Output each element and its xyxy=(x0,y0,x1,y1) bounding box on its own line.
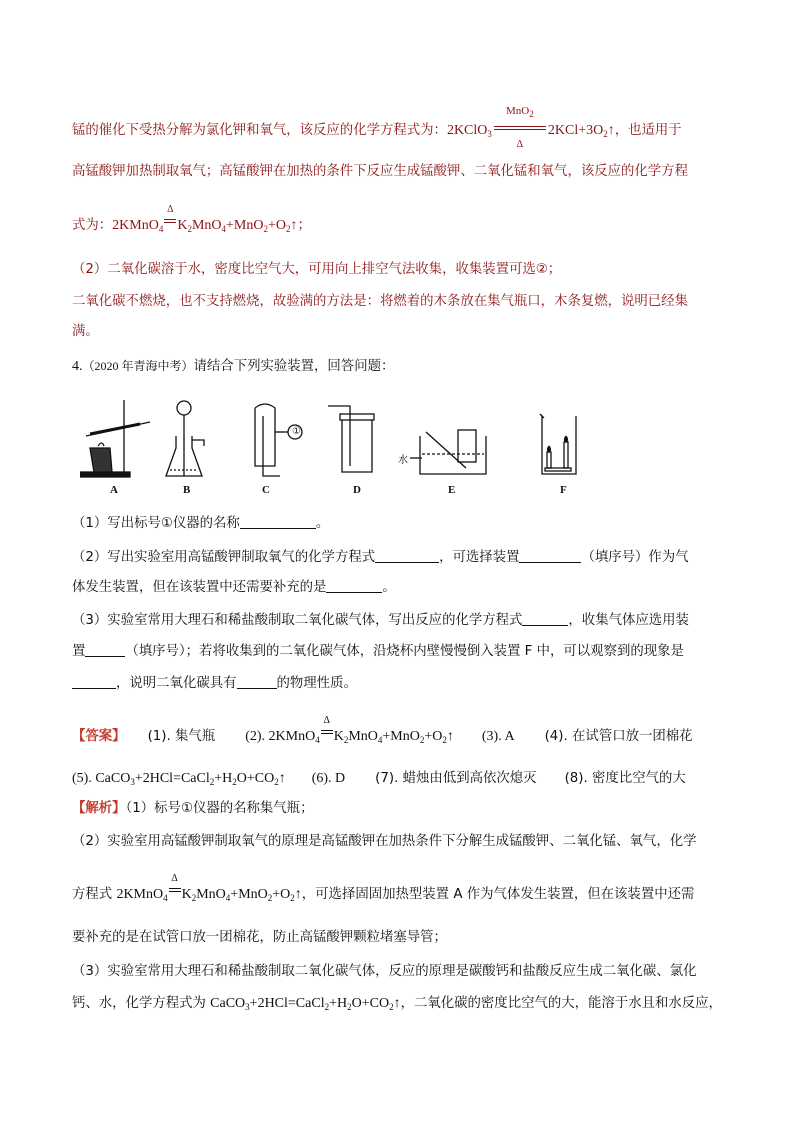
blank[interactable] xyxy=(519,548,581,563)
blank[interactable] xyxy=(326,578,382,593)
circle-1-label: ① xyxy=(292,426,301,437)
p2-line2: 二氧化碳不燃烧，也不支持燃烧，故验满的方法是：将燃着的木条放在集气瓶口，木条复燃，说明已经集 xyxy=(72,294,688,309)
answer-2: (2). 2KMnO$_4$ Δ $K_2MnO_4+MnO_2+O_2↑$ xyxy=(245,715,454,745)
analysis-line3: 方程式 2KMnO$_4$ Δ $K_2MnO_4+MnO_2+O_2↑$，可选择固固加热型装置 A 作为气体发生装置，但在该装置中还需 xyxy=(72,873,695,903)
p1-line3: 式为：2KMnO$_4$ Δ $K_2MnO_4+MnO_2+O_2↑$； xyxy=(72,204,311,234)
analysis-line4: 要补充的是在试管口放一团棉花，防止高锰酸钾颗粒堵塞导管； xyxy=(72,930,447,945)
fig-label-c: C xyxy=(262,484,270,496)
blank[interactable] xyxy=(240,514,316,529)
p1-line1 xyxy=(72,105,682,150)
analysis-line1: 【解析】（1）标号①仪器的名称集气瓶； xyxy=(72,801,314,816)
sub-question-3-line1: （3）实验室常用大理石和稀盐酸制取二氧化碳气体，写出反应的化学方程式 ，收集气体应选用装 xyxy=(72,613,689,628)
apparatus-b xyxy=(166,401,204,476)
blank[interactable] xyxy=(375,548,439,563)
equation-kmno4: 2KMnO$_4$ Δ $K_2MnO_4+MnO_2+O_2↑$ xyxy=(112,204,298,234)
catalyst-condition: MnO$_2$ Δ xyxy=(492,118,548,138)
p1-text: 锰的催化下受热分解为氯化钾和氧气，该反应的化学方程式为： xyxy=(72,123,447,138)
p2-line3: 满。 xyxy=(72,324,99,339)
analysis-line5: （3）实验室常用大理石和稀盐酸制取二氧化碳气体，反应的原理是碳酸钙和盐酸反应生成二氧化碳、氯化 xyxy=(72,964,697,979)
water-label: 水 xyxy=(398,455,408,466)
apparatus-e xyxy=(410,430,486,474)
analysis-equation-caco3: $CaCO_3+2HCl=CaCl_2+H_2O+CO_2↑$ xyxy=(210,996,401,1012)
sub-question-1: （1）写出标号①仪器的名称 。 xyxy=(72,516,330,531)
apparatus-figure xyxy=(80,396,600,504)
fig-label-e: E xyxy=(448,484,456,496)
answer-5: (5). $CaCO_3+2HCl=CaCl_2+H_2O+CO_2↑$ xyxy=(72,771,286,787)
apparatus-drawing xyxy=(80,396,600,504)
fig-label-f: F xyxy=(560,484,567,496)
p2-line1: （2）二氧化碳溶于水，密度比空气大，可用向上排空气法收集，收集装置可选②； xyxy=(72,262,562,277)
analysis-line6: 钙、水，化学方程式为 $CaCO_3+2HCl=CaCl_2+H_2O+CO_2↑$，二氧化碳的密度比空气的大，能溶于水且和水反应， xyxy=(72,996,722,1012)
answer-tag: 【答案】 xyxy=(72,729,126,744)
analysis-tag: 【解析】 xyxy=(72,801,126,816)
analysis-equation-kmno4: 2KMnO$_4$ Δ $K_2MnO_4+MnO_2+O_2↑$ xyxy=(116,873,302,903)
question-4-header: 4.（2020 年青海中考）请结合下列实验装置，回答问题： xyxy=(72,359,395,374)
apparatus-d xyxy=(328,406,374,472)
fig-label-d: D xyxy=(353,484,361,496)
blank[interactable] xyxy=(85,642,125,657)
sub-question-3-line2: 置 （填序号）；若将收集到的二氧化碳气体，沿烧杯内壁慢慢倒入装置 F 中，可以观察到的现象是 xyxy=(72,644,684,659)
apparatus-c xyxy=(255,404,302,476)
blank[interactable] xyxy=(72,674,116,689)
sub-question-3-line3: ，说明二氧化碳具有 的物理性质。 xyxy=(72,674,357,694)
blank[interactable] xyxy=(237,674,277,689)
fig-label-a: A xyxy=(110,484,118,496)
apparatus-a xyxy=(80,400,150,477)
sub-question-2-line2: 体发生装置，但在该装置中还需要补充的是 。 xyxy=(72,580,396,595)
question-source: （2020 年青海中考） xyxy=(82,359,194,373)
p1-text-tail: ，也适用于 xyxy=(614,123,682,138)
answer-line2: (5). $CaCO_3+2HCl=CaCl_2+H_2O+CO_2↑$ (6). D (7). 蜡烛由低到高依次熄灭 (8). 密度比空气的大 xyxy=(72,771,686,787)
answer-line1: 【答案】 (1). 集气瓶 (2). 2KMnO$_4$ Δ $K_2MnO_4+MnO_2+O_2↑$ (3). A (4). 在试管口放一团棉花 xyxy=(72,715,693,745)
blank[interactable] xyxy=(522,611,568,626)
p1-line2: 高锰酸钾加热制取氧气；高锰酸钾在加热的条件下反应生成锰酸钾、二氧化锰和氧气，该反应的化学方程 xyxy=(72,164,688,179)
equation-kclo3: 2KClO$_3$ MnO$_2$ Δ $2KCl+3O_2↑$ xyxy=(446,105,615,150)
sub-question-2-line1: （2）写出实验室用高锰酸钾制取氧气的化学方程式 ，可选择装置 （填序号）作为气 xyxy=(72,550,689,565)
analysis-line2: （2）实验室用高锰酸钾制取氧气的原理是高锰酸钾在加热条件下分解生成锰酸钾、二氧化锰、氧气，化学 xyxy=(72,834,697,849)
fig-label-b: B xyxy=(183,484,191,496)
apparatus-f xyxy=(540,414,576,474)
